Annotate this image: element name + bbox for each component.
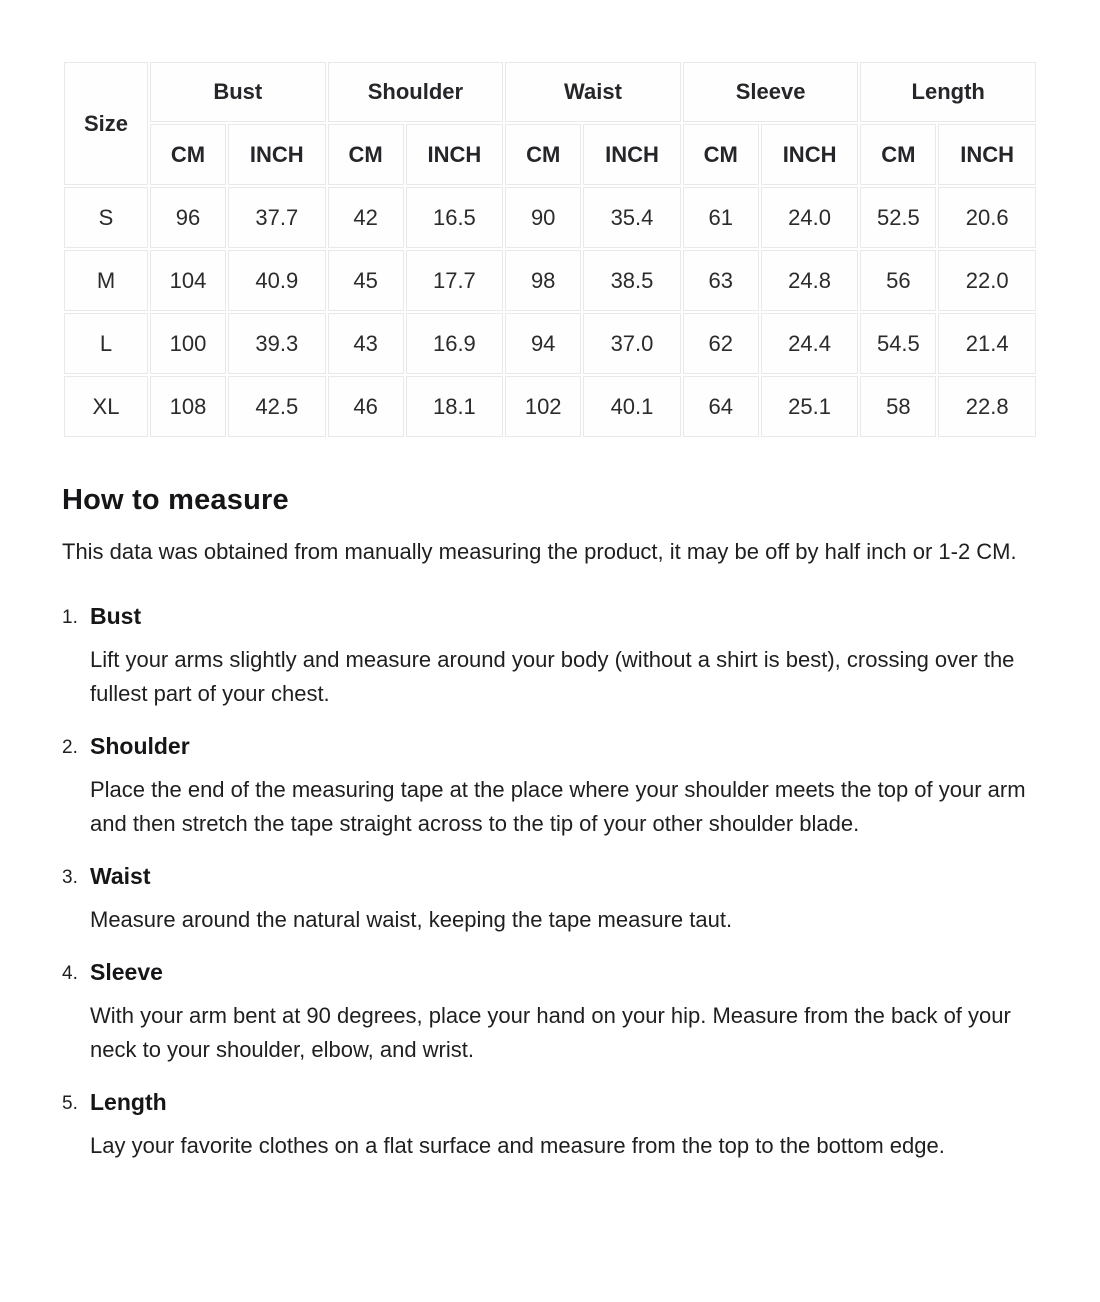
how-to-measure-title: How to measure bbox=[62, 484, 289, 516]
value-cell: 25.1 bbox=[761, 376, 859, 437]
group-header-length: Length bbox=[860, 62, 1036, 122]
step-number: 5. bbox=[62, 1093, 78, 1114]
value-cell: 43 bbox=[328, 313, 404, 374]
value-cell: 90 bbox=[505, 187, 581, 248]
value-cell: 96 bbox=[150, 187, 226, 248]
table-header-unit-row bbox=[64, 124, 1036, 185]
step-number: 2. bbox=[62, 737, 78, 758]
size-cell: XL bbox=[64, 376, 148, 437]
value-cell: 98 bbox=[505, 250, 581, 311]
table-row bbox=[64, 250, 1036, 311]
unit-header-cm: CM bbox=[683, 124, 759, 185]
unit-header-cm: CM bbox=[860, 124, 936, 185]
value-cell: 17.7 bbox=[406, 250, 504, 311]
step-description: Lay your favorite clothes on a flat surface and measure from the top to the bottom edge. bbox=[90, 1133, 945, 1158]
step-body bbox=[90, 601, 1038, 731]
value-cell: 56 bbox=[860, 250, 936, 311]
size-cell: S bbox=[64, 187, 148, 248]
value-cell: 108 bbox=[150, 376, 226, 437]
size-cell: M bbox=[64, 250, 148, 311]
group-header-waist: Waist bbox=[505, 62, 681, 122]
unit-header-inch: INCH bbox=[761, 124, 859, 185]
value-cell: 20.6 bbox=[938, 187, 1036, 248]
step-description: With your arm bent at 90 degrees, place your hand on your hip. Measure from the back of your neck to your shoulder, elbow, and wrist. bbox=[90, 1003, 1011, 1062]
value-cell: 37.0 bbox=[583, 313, 681, 374]
value-cell: 42.5 bbox=[228, 376, 326, 437]
value-cell: 46 bbox=[328, 376, 404, 437]
measure-step-bust bbox=[62, 601, 1038, 731]
step-description: Place the end of the measuring tape at the place where your shoulder meets the top of your arm and then stretch the tape straight across to the tip of your other shoulder blade. bbox=[90, 777, 1026, 836]
unit-header-cm: CM bbox=[328, 124, 404, 185]
value-cell: 24.4 bbox=[761, 313, 859, 374]
value-cell: 58 bbox=[860, 376, 936, 437]
unit-header-inch: INCH bbox=[938, 124, 1036, 185]
value-cell: 54.5 bbox=[860, 313, 936, 374]
value-cell: 22.8 bbox=[938, 376, 1036, 437]
value-cell: 24.8 bbox=[761, 250, 859, 311]
value-cell: 104 bbox=[150, 250, 226, 311]
step-number: 4. bbox=[62, 963, 78, 984]
value-cell: 39.3 bbox=[228, 313, 326, 374]
value-cell: 21.4 bbox=[938, 313, 1036, 374]
value-cell: 94 bbox=[505, 313, 581, 374]
table-header-group-row bbox=[64, 62, 1036, 122]
value-cell: 38.5 bbox=[583, 250, 681, 311]
step-body bbox=[90, 1087, 1038, 1183]
step-description: Measure around the natural waist, keeping the tape measure taut. bbox=[90, 907, 733, 932]
table-row bbox=[64, 187, 1036, 248]
value-cell: 16.9 bbox=[406, 313, 504, 374]
value-cell: 18.1 bbox=[406, 376, 504, 437]
size-cell: L bbox=[64, 313, 148, 374]
value-cell: 42 bbox=[328, 187, 404, 248]
unit-header-inch: INCH bbox=[228, 124, 326, 185]
step-term: Length bbox=[90, 1089, 167, 1115]
step-body bbox=[90, 861, 1038, 957]
unit-header-cm: CM bbox=[505, 124, 581, 185]
value-cell: 40.9 bbox=[228, 250, 326, 311]
value-cell: 45 bbox=[328, 250, 404, 311]
measure-step-waist bbox=[62, 861, 1038, 957]
step-body bbox=[90, 957, 1038, 1087]
group-header-bust: Bust bbox=[150, 62, 326, 122]
measure-step-shoulder bbox=[62, 731, 1038, 861]
unit-header-inch: INCH bbox=[406, 124, 504, 185]
step-body bbox=[90, 731, 1038, 861]
group-header-shoulder: Shoulder bbox=[328, 62, 504, 122]
value-cell: 63 bbox=[683, 250, 759, 311]
value-cell: 64 bbox=[683, 376, 759, 437]
value-cell: 22.0 bbox=[938, 250, 1036, 311]
step-term: Waist bbox=[90, 863, 151, 889]
table-row bbox=[64, 313, 1036, 374]
step-number: 3. bbox=[62, 867, 78, 888]
step-term: Shoulder bbox=[90, 733, 190, 759]
group-header-sleeve: Sleeve bbox=[683, 62, 859, 122]
step-term: Sleeve bbox=[90, 959, 163, 985]
value-cell: 62 bbox=[683, 313, 759, 374]
value-cell: 24.0 bbox=[761, 187, 859, 248]
unit-header-cm: CM bbox=[150, 124, 226, 185]
step-term: Bust bbox=[90, 603, 142, 629]
value-cell: 40.1 bbox=[583, 376, 681, 437]
value-cell: 16.5 bbox=[406, 187, 504, 248]
how-to-measure-intro: This data was obtained from manually measuring the product, it may be off by half inch or 1-2 CM. bbox=[62, 539, 1017, 564]
value-cell: 100 bbox=[150, 313, 226, 374]
measure-step-length bbox=[62, 1087, 1038, 1183]
size-chart-table bbox=[62, 60, 1038, 439]
value-cell: 35.4 bbox=[583, 187, 681, 248]
size-column-header: Size bbox=[64, 62, 148, 185]
step-description: Lift your arms slightly and measure around your body (without a shirt is best), crossing over the fullest part of your chest. bbox=[90, 647, 1015, 706]
unit-header-inch: INCH bbox=[583, 124, 681, 185]
value-cell: 52.5 bbox=[860, 187, 936, 248]
measure-step-sleeve bbox=[62, 957, 1038, 1087]
value-cell: 37.7 bbox=[228, 187, 326, 248]
value-cell: 61 bbox=[683, 187, 759, 248]
step-number: 1. bbox=[62, 607, 78, 628]
table-row bbox=[64, 376, 1036, 437]
value-cell: 102 bbox=[505, 376, 581, 437]
